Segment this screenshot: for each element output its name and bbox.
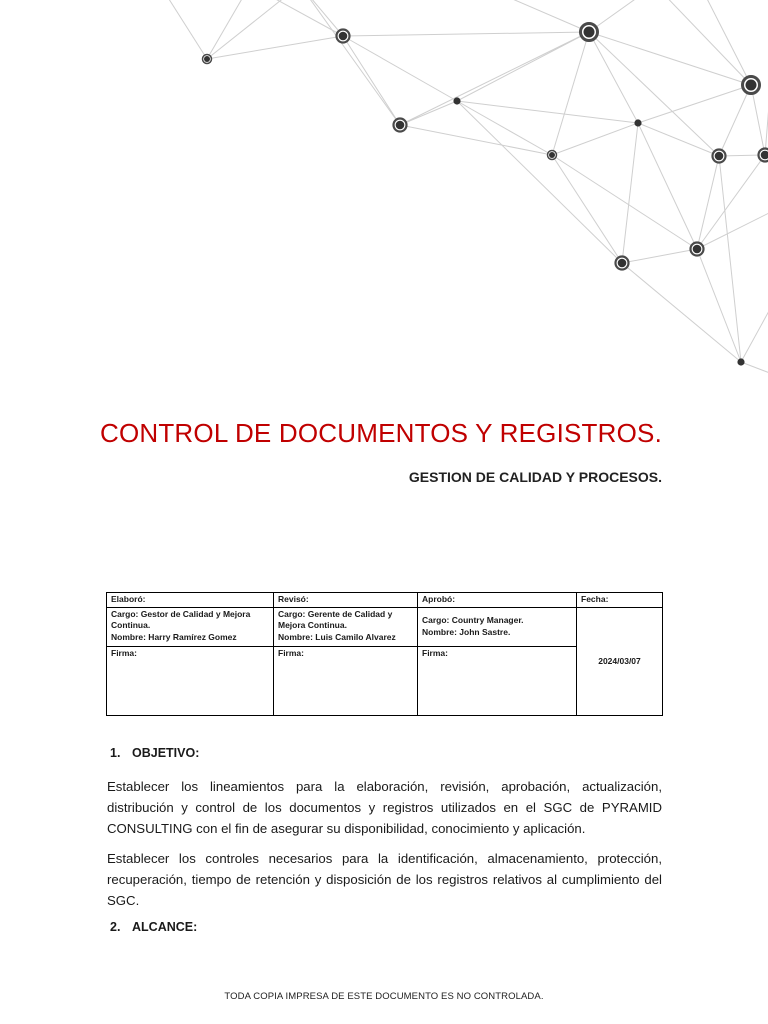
network-edge	[655, 0, 751, 85]
reviso-label: Revisó:	[274, 593, 418, 608]
network-edge	[697, 210, 768, 249]
section-title: ALCANCE:	[132, 920, 198, 934]
fecha-value: 2024/03/07	[577, 607, 663, 716]
network-node	[453, 97, 460, 104]
network-edge	[250, 0, 343, 36]
fecha-label: Fecha:	[577, 593, 663, 608]
paragraph-objetivo-1: Establecer los lineamientos para la elaboración, revisión, aprobación, actualización, distribución y control de los documentos y registros utilizados en el SGC de PYRAMID CONSULTING con el fin de asegurar su disponibilidad, conocimiento y aplicación.	[107, 779, 662, 836]
network-edge	[697, 156, 719, 249]
network-edge	[622, 123, 638, 263]
network-edge	[552, 32, 589, 155]
elaboro-cargo: Cargo: Gestor de Calidad y Mejora Continua.	[111, 608, 251, 630]
section-number: 2.	[110, 920, 121, 934]
reviso-cargo: Cargo: Gerente de Calidad y Mejora Continua.	[278, 608, 393, 630]
reviso-info	[274, 607, 418, 646]
approval-table	[106, 592, 663, 716]
reviso-nombre: Nombre: Luis Camilo Alvarez	[278, 631, 396, 642]
section-number: 1.	[110, 746, 121, 760]
network-edge	[300, 0, 343, 36]
network-edge	[697, 155, 765, 249]
network-node	[337, 30, 350, 43]
network-edge	[457, 101, 638, 123]
network-edge	[622, 249, 697, 263]
section-heading-alcance	[110, 920, 197, 934]
network-edge	[400, 101, 457, 125]
network-edge	[638, 123, 719, 156]
network-edge	[719, 156, 741, 362]
aprobo-cargo: Cargo: Country Manager.	[422, 615, 524, 625]
network-edge	[589, 32, 719, 156]
network-edge	[207, 36, 343, 59]
network-node	[737, 358, 744, 365]
document-subtitle: GESTION DE CALIDAD Y PROCESOS.	[408, 469, 662, 485]
network-edge	[343, 36, 400, 125]
aprobo-nombre: Nombre: John Sastre.	[422, 626, 511, 637]
elaboro-info	[107, 607, 274, 646]
network-node	[743, 77, 760, 94]
network-edge	[160, 0, 207, 59]
network-edge	[741, 300, 768, 362]
network-edge	[207, 0, 300, 59]
network-edge	[343, 32, 589, 36]
network-edge	[697, 249, 741, 362]
network-edge	[751, 85, 765, 155]
paragraph-objetivo-2: Establecer los controles necesarios para la identificación, almacenamiento, protección, recuperación, tiempo de retención y disposición de los registros relativos al cumplimiento del SGC.	[107, 851, 662, 908]
footer-disclaimer: TODA COPIA IMPRESA DE ESTE DOCUMENTO ES NO CONTROLADA.	[224, 991, 544, 1002]
network-edge	[480, 0, 589, 32]
network-node	[634, 119, 641, 126]
network-edge	[400, 125, 552, 155]
network-node	[548, 151, 557, 160]
network-edge	[638, 85, 751, 123]
network-edge	[457, 32, 589, 101]
reviso-firma: Firma:	[274, 646, 418, 716]
document-title: CONTROL DE DOCUMENTOS Y REGISTROS.	[99, 418, 662, 448]
network-edge	[300, 0, 400, 125]
network-edge	[400, 32, 589, 125]
network-edge	[719, 85, 751, 156]
aprobo-label: Aprobó:	[418, 593, 577, 608]
network-node	[713, 150, 726, 163]
network-edge	[700, 0, 751, 85]
network-node	[691, 243, 704, 256]
network-edge	[552, 123, 638, 155]
section-heading-objetivo	[110, 746, 199, 760]
elaboro-label: Elaboró:	[107, 593, 274, 608]
network-edge	[552, 155, 622, 263]
network-edge	[589, 0, 655, 32]
network-node	[394, 119, 407, 132]
network-node	[581, 24, 598, 41]
network-edge	[741, 362, 768, 375]
network-edge	[457, 101, 552, 155]
elaboro-nombre: Nombre: Harry Ramírez Gomez	[111, 631, 237, 642]
network-edge	[622, 263, 741, 362]
network-node	[759, 149, 768, 162]
network-edge	[457, 101, 622, 263]
section-title: OBJETIVO:	[132, 746, 200, 760]
network-graphic	[0, 0, 768, 380]
network-node	[616, 257, 629, 270]
aprobo-firma: Firma:	[418, 646, 577, 716]
network-node	[203, 55, 212, 64]
aprobo-info	[418, 607, 577, 646]
elaboro-firma: Firma:	[107, 646, 274, 716]
